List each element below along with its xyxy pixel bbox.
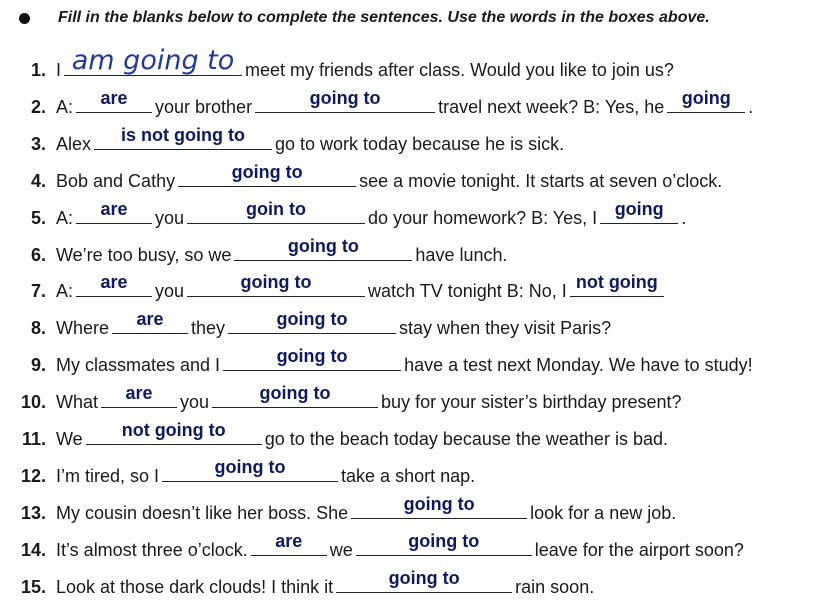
filled-answer: going to <box>287 235 359 256</box>
bullet-point <box>19 13 30 24</box>
sentence-text <box>56 198 687 233</box>
sentence-fragment: A: <box>56 281 74 302</box>
filled-answer: going to <box>259 383 331 404</box>
item-number: 1. <box>30 60 46 80</box>
answer-blank[interactable] <box>223 346 401 371</box>
sentence-text <box>56 87 754 122</box>
answer-blank[interactable] <box>667 87 745 113</box>
item-number: 11. <box>21 429 46 449</box>
sentence-text <box>56 493 677 528</box>
answer-blank[interactable] <box>76 272 152 297</box>
answer-blank[interactable] <box>94 124 272 150</box>
sentence-fragment: travel next week? B: Yes, he <box>438 96 665 117</box>
filled-answer: are <box>100 272 128 293</box>
sentence-fragment: My classmates and I <box>56 355 221 376</box>
sentence-fragment: leave for the airport soon? <box>534 539 744 560</box>
answer-blank[interactable] <box>64 45 242 76</box>
sentence-fragment: do your homework? B: Yes, I <box>368 207 598 228</box>
answer-blank[interactable] <box>234 235 412 261</box>
sentence-fragment: you <box>180 392 210 413</box>
filled-answer: going to <box>408 530 480 551</box>
item-number: 8. <box>30 318 46 339</box>
sentence-fragment: We <box>56 429 83 449</box>
item-number: 5. <box>30 207 46 228</box>
answer-blank[interactable] <box>212 383 378 408</box>
filled-answer: is not going to <box>121 124 245 145</box>
sentence-fragment: rain soon. <box>515 576 595 597</box>
sentence-text <box>56 124 565 159</box>
sentence-fragment: watch TV tonight B: No, I <box>368 281 567 302</box>
answer-blank[interactable] <box>255 87 435 113</box>
answer-blank[interactable] <box>251 530 327 556</box>
sentence-text <box>56 309 612 343</box>
item-number: 15. <box>20 576 46 597</box>
sentence-fragment: We’re too busy, so we <box>56 244 232 265</box>
filled-answer: are <box>275 530 303 551</box>
filled-answer: are <box>125 383 153 404</box>
sentence-text <box>56 346 753 380</box>
answer-blank[interactable] <box>76 198 152 224</box>
sentence-fragment: stay when they visit Paris? <box>399 318 612 339</box>
sentence-fragment: What <box>56 392 99 413</box>
item-number: 12. <box>20 465 46 486</box>
item-number: 9. <box>30 355 46 376</box>
filled-answer: going to <box>276 309 348 330</box>
item-number: 7. <box>30 281 46 302</box>
sentence-text <box>56 420 668 454</box>
sentence-fragment: I’m tired, so I <box>56 465 160 486</box>
sentence-text <box>56 530 744 565</box>
sentence-fragment: see a movie tonight. It starts at seven o’clock. <box>359 170 723 191</box>
answer-blank[interactable] <box>178 161 356 187</box>
filled-answer: going to <box>276 346 348 367</box>
filled-answer: am going to <box>71 45 235 76</box>
item-number: 14. <box>20 539 46 560</box>
answer-blank[interactable] <box>600 198 678 224</box>
sentence-fragment: . <box>748 96 754 117</box>
filled-answer: going <box>681 87 731 108</box>
answer-blank[interactable] <box>112 309 188 334</box>
sentence-fragment: A: <box>56 96 74 117</box>
sentence-fragment: you <box>155 281 185 302</box>
item-number: 6. <box>30 244 46 265</box>
filled-answer: are <box>136 309 164 330</box>
sentence-text <box>56 567 595 602</box>
sentence-fragment: Where <box>56 318 110 339</box>
sentence-fragment: buy for your sister’s birthday present? <box>381 392 682 413</box>
item-number: 4. <box>30 170 46 191</box>
filled-answer: are <box>100 198 128 219</box>
filled-answer: goin to <box>246 198 307 219</box>
item-number: 2. <box>30 96 46 117</box>
filled-answer: going to <box>309 87 381 108</box>
sentence-fragment: Look at those dark clouds! I think it <box>56 576 334 597</box>
sentence-fragment: your brother <box>155 96 253 117</box>
answer-blank[interactable] <box>356 530 532 556</box>
answer-blank[interactable] <box>228 309 396 334</box>
sentence-fragment: look for a new job. <box>530 502 677 523</box>
answer-blank[interactable] <box>336 567 512 593</box>
item-number: 10. <box>20 392 46 413</box>
answer-blank[interactable] <box>86 420 262 445</box>
sentence-fragment: go to the beach today because the weather is bad. <box>264 429 668 449</box>
sentence-text <box>56 383 682 417</box>
answer-blank[interactable] <box>76 87 152 113</box>
sentence-fragment: Bob and Cathy <box>56 170 176 191</box>
filled-answer: going to <box>240 272 312 293</box>
answer-blank[interactable] <box>187 198 365 224</box>
sentence-text <box>56 456 476 491</box>
item-number: 3. <box>30 133 46 154</box>
sentence-fragment: have a test next Monday. We have to study! <box>404 355 753 376</box>
filled-answer: going <box>614 198 664 219</box>
sentence-fragment: Alex <box>56 133 92 154</box>
instructions: Fill in the blanks below to complete the sentences. Use the words in the boxes above. <box>58 9 710 26</box>
sentence-text <box>56 235 508 270</box>
answer-blank[interactable] <box>351 493 527 519</box>
answer-blank[interactable] <box>570 272 664 297</box>
sentence-fragment: have lunch. <box>415 244 508 265</box>
sentence-fragment: A: <box>56 207 74 228</box>
filled-answer: going to <box>214 456 286 477</box>
sentence-fragment: . <box>681 207 687 228</box>
answer-blank[interactable] <box>187 272 365 297</box>
item-number: 13. <box>20 502 46 523</box>
sentence-fragment: they <box>191 318 226 339</box>
answer-blank[interactable] <box>162 456 338 482</box>
sentence-fragment: My cousin doesn’t like her boss. She <box>56 502 349 523</box>
sentence-text <box>56 161 723 196</box>
sentence-fragment: we <box>329 539 353 560</box>
sentence-fragment: you <box>155 207 185 228</box>
filled-answer: not going to <box>121 420 226 440</box>
sentence-fragment: It’s almost three o’clock. <box>56 539 248 560</box>
filled-answer: going to <box>231 161 303 182</box>
sentence-fragment: take a short nap. <box>341 465 476 486</box>
filled-answer: not going <box>575 272 658 293</box>
filled-answer: going to <box>403 493 475 514</box>
sentence-text <box>56 45 674 85</box>
sentence-fragment: go to work today because he is sick. <box>275 133 565 154</box>
sentence-text <box>56 272 667 306</box>
sentence-fragment: meet my friends after class. Would you like to join us? <box>245 60 674 80</box>
answer-blank[interactable] <box>101 383 177 408</box>
filled-answer: going to <box>388 567 460 588</box>
filled-answer: are <box>100 87 128 108</box>
sentence-fragment: I <box>56 60 62 80</box>
